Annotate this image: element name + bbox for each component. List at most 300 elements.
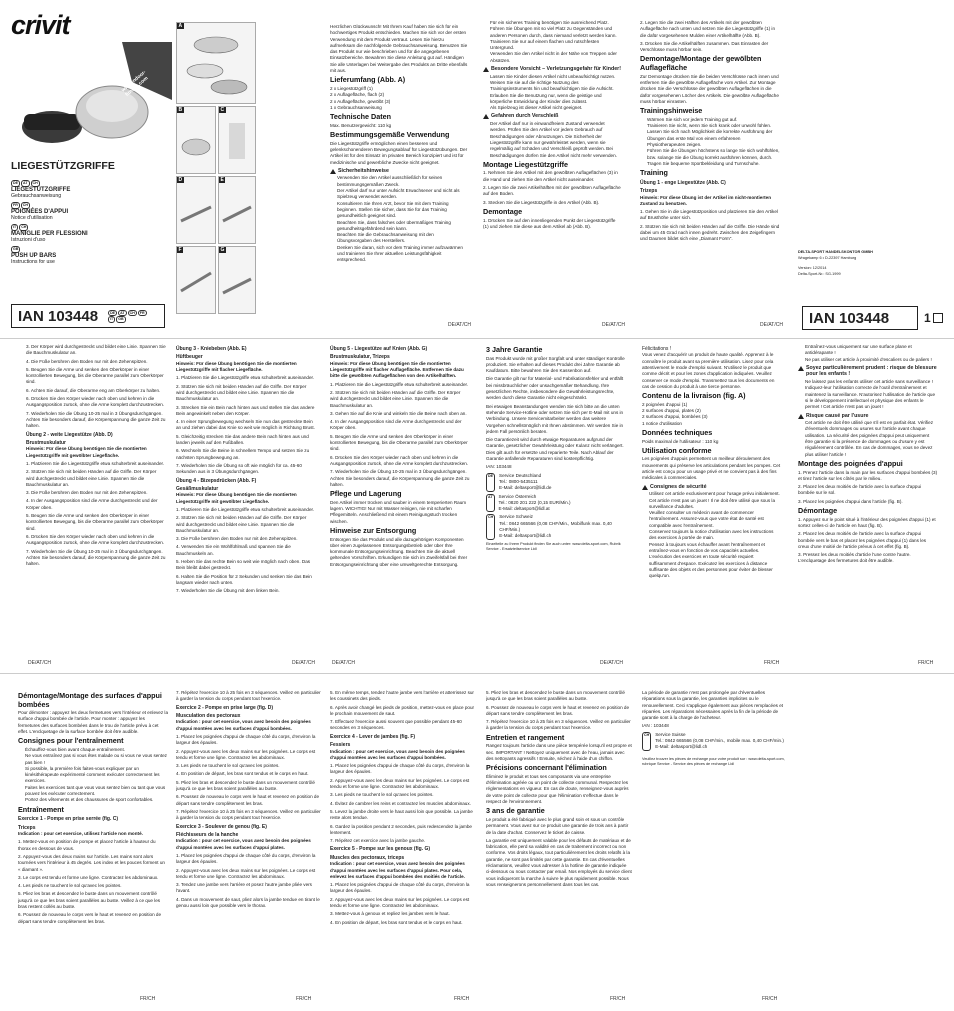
ian-label: IAN 103448	[809, 309, 890, 327]
delivery-list	[330, 86, 468, 111]
note-text: Indication : pour cet exercice, vous avez besoin des poignées d'appui montées avec les surfaces d'appui plates.	[176, 838, 311, 850]
step-item: 3. Die Füße berühren den Boden nur mit den Zehenspitzen.	[26, 490, 148, 496]
brand-logo: crivit	[11, 10, 70, 40]
step-item: 6. Drücken Sie den Körper wieder nach oben und kehren in die Ausgangsposition zurück, ohne die Arme komplett durchzustrecken.	[330, 454, 469, 466]
ian-box	[11, 304, 165, 328]
country-badge: IT	[13, 225, 17, 230]
list-item: • Conservez toujours la notice d'utilisation avec les instructions des exercices à portée de main.	[649, 529, 782, 542]
bullet-list	[640, 117, 780, 167]
figure-e: E	[218, 176, 256, 244]
step-item: 2. Appuyez-vous avec les deux mains sur les poignées. Le corps est tendu et forme une ligne. Contractez les abdominaux.	[176, 867, 316, 879]
step-item: 3. Le corps est tendu et forme une ligne. Contractez les abdominaux.	[18, 874, 159, 880]
step-item: 4. Les pieds ne touchent le sol qu'avec les pointes.	[18, 883, 122, 889]
list-item: • Ne vous entraînez pas si vous êtes malade ou si vous ne vous sentez pas bien !	[25, 753, 168, 766]
warning-heading: Gefahren durch Verschleiß	[483, 113, 621, 120]
step-item: 4. Verwenden Sie ein Wohlfühlmaß und spannen Sie die Bauchmuskeln an.	[176, 544, 291, 556]
step-item: 6. Halten Sie die Position für 2 Sekunden und senken Sie das Bein langsam wieder nach unten.	[176, 573, 312, 585]
step-item: 5. En même temps, tendez l'autre jambe vers l'arrière et atterrissez sur les coussinets des pieds.	[330, 690, 474, 702]
bullet-list	[798, 379, 938, 410]
country-badge: FR	[13, 203, 18, 208]
section-heading: Utilisation conforme	[642, 445, 712, 455]
service-tel: Tel.: 0800-5435111	[499, 478, 538, 484]
language-entry	[11, 180, 171, 199]
service-contact	[486, 494, 626, 513]
step-item: 2. Placez les deux moitiés de l'article avec la surface d'appui bombée vers le bas et placez les poignées d'appui (1) dans les creux d'une moitié de l'article prévus à cet effet (fig. B).	[798, 531, 927, 549]
muscle-label: Musculation des pectoraux	[176, 713, 241, 719]
country-badge: GB	[13, 247, 19, 252]
list-item: • Trainieren Sie nicht, wenn Sie sich krank oder unwohl fühlen.	[647, 123, 780, 129]
bullet-list	[483, 121, 621, 159]
step-text: 7. Répétez l'exercice 10 à 25 fois en 3 séquences. Veillez en particulier à garder la tension du corps pendant tout l'exercice.	[176, 690, 321, 702]
section-heading: 3 ans de garantie	[486, 806, 545, 816]
exercise-heading: Exercice 3 - Soulever de genou (fig. E)	[176, 823, 267, 830]
footnote: Einzelteile zu Ihrem Produkt finden Sie auch unter: www.delta-sport.com, Rubrik Service - Ersatzteilservice Lidl	[486, 541, 621, 551]
step-item: 5. Pliez les bras et descendez le buste dans un mouvement contrôlé jusqu'à ce que les bras soient parallèles au buste.	[486, 690, 625, 702]
step-item: 2. Legen Sie die zwei Hälften des Artikels mit der gewölbten Auflagefläche nach unten und setzen Sie die Liegestützgriffe (1) in die dafür vorgesehenen Mulden einer Artikelhälfte (Abb. B).	[640, 20, 776, 38]
service-contact	[486, 514, 626, 539]
warning-icon	[798, 414, 804, 419]
step-item: 5. Beugen Sie die Arme und senken den Oberkörper in einer kontrollierten Bewegung, bis die Oberarme parallel zum Oberkörper sind.	[330, 433, 468, 452]
list-item: 2 x Liegestützgriff (1)	[330, 85, 373, 91]
step-item: 4. Évitez de cambrer les reins et contractez les muscles abdominaux.	[330, 800, 471, 806]
back-cover	[794, 0, 954, 337]
product-web-label: www.indoor-fitness.com	[120, 69, 150, 98]
p3-column-2	[176, 690, 322, 994]
step-item: 2. Stützen Sie sich mit beiden Händen auf die Griffe. Der Körper wird durchgestreckt und bildet eine Linie. Spannen Sie die Bauchmuskulatur an.	[26, 469, 157, 487]
step-item: 5. Pliez les bras et descendez le buste dans un mouvement contrôlé jusqu'à ce que les bras soient parallèles au buste.	[176, 779, 315, 792]
p3-column-1	[18, 690, 168, 994]
safety-list	[642, 491, 782, 579]
country-badge: AT	[486, 494, 495, 513]
warning-heading: Risque causé par l'usure	[798, 413, 938, 420]
language-title: MANIGLIE PER FLESSIONI	[11, 230, 88, 237]
list-item: • Für ein sicheres Training benötigen Sie ausreichend Platz. Führen Sie Übungen mit so viel Platz zu Gegenständen und anderen Personen durch, dass niemand verletzt werden kann.	[490, 20, 621, 39]
body-text: Das Produkt wurde mit großer Sorgfalt und unter ständiger Kontrolle produziert. Sie erhalten auf dieses Produkt drei Jahre Garantie ab Kaufdatum. Bitte bewahren Sie den Kassenbon auf.	[486, 355, 625, 374]
service-contact	[642, 732, 788, 751]
country-badge: CH	[129, 310, 135, 315]
product-image	[12, 42, 172, 154]
exercise-heading: Übung 2 - weite Liegestütze (Abb. D)	[26, 431, 113, 438]
list-item: • Verwenden Sie den Artikel ausschließlich für seinen bestimmungsgemäßen Zweck.	[337, 175, 468, 188]
exercise-heading: Übung 3 - Kniebeben (Abb. E)	[176, 346, 247, 352]
service-name: Service Deutschland	[499, 472, 542, 478]
step-item: 6. Poussez de nouveau le corps vers le haut et revenez en position de départ sans tendre complètement les bras.	[486, 704, 630, 716]
safety-heading: Consignes de sécurité	[642, 484, 782, 491]
section-heading: Montage des poignées d'appui	[798, 458, 903, 468]
list-item: • Échauffez-vous bien avant chaque entraînement.	[25, 747, 168, 753]
intro-text: Vous venez d'acquérir un produit de haute qualité. Apprenez à le connaître le produit avant sa première utilisation. Lisez pour cela attentivement le mode d'emploi suivant. N'utilisez le produit que comme décrit et pour les zones d'application indiquées. Veuillez conserver ce mode d'emploi. Transmettez tous les documents en cas de cession du produit à une tierce personne.	[642, 352, 775, 389]
step-item: 4. In einer Sprungbewegung wechseln Sie nun das gestreckte Bein an und ziehen dabei das Knie so weit wie möglich in Richtung Brust.	[176, 419, 315, 431]
step-list	[483, 170, 621, 205]
p2-column-3	[330, 344, 470, 644]
list-item: • Verwenden Sie den Artikel nicht in der Nähe von Treppen oder Absätzen.	[490, 51, 621, 64]
p1-column-1	[330, 24, 468, 322]
step-item: 2. Appuyez-vous des deux mains sur l'article. Les mains sont alors tournées vers l'intérieur à 45 degrés. Les index et les pouces forment un « diamant ».	[18, 853, 165, 872]
list-item: • Konsultieren Sie Ihren Arzt, bevor Sie mit dem Training beginnen. Stellen Sie sicher, dass Sie für das Training gesundheitlich geeignet sind.	[337, 201, 468, 220]
step-list	[330, 690, 476, 732]
step-item: 1. Prenez l'article dans la main par les surfaces d'appui bombées (3) et tirez l'article sur les côtés par le milieu.	[798, 469, 938, 481]
service-tel: Tel.: 0820 201 222 (0,15 EUR/Min.)	[498, 499, 571, 505]
step-item: 2. Appuyez-vous avec les deux mains sur les poignées. Le corps est tendu et forme une ligne. Contractez les abdominaux.	[330, 777, 470, 790]
step-item: 2. Stützen Sie sich mit beiden Händen auf die Griffe. Der Körper wird durchgestreckt und bildet eine Linie. Spannen Sie die Bauchmuskulatur an.	[330, 390, 461, 408]
bullet-list	[483, 74, 621, 112]
page-footer: DE/AT/CH	[600, 660, 623, 666]
body-text: Zur Demontage drücken Sie die beiden Verschlüsse nach innen und entfernen Sie die gewölbte Auflagefläche vom Artikel. Zur Montage drücken Sie die Verschlüsse der gewölbten Auflageflächen in die dafür vorgesehenen Löcher des Artikels. Die gewölbte Auflagefläche muss hörbar einrasten.	[640, 73, 779, 104]
section-heading: Demontage	[483, 206, 523, 216]
step-item: 3. Stecken Sie die Liegestützgriffe in den Artikel (Abb. B).	[483, 199, 600, 205]
note-text: Hinweis: Für diese Übung benötigen Sie die montierten Liegestützgriffe mit flacher Liegefläche.	[176, 360, 297, 373]
delivery-list	[642, 402, 782, 427]
step-list	[330, 882, 476, 926]
list-item: 2 x Auflagefläche, gewölbt (3)	[330, 98, 391, 104]
list-item: • Pensez à toujours vous échauffer avant l'entraînement et entraînez-vous en fonction de vos capacités actuelles.	[649, 542, 782, 555]
country-badge: CH	[486, 514, 495, 539]
muscle-label: Brustmuskulatur, Trizeps	[330, 354, 390, 361]
step-item: 5. Heben Sie das rechte Bein so weit wie möglich nach oben. Das Bein bleibt dabei gestreckt.	[176, 559, 311, 571]
exercise-heading: Exercice 2 - Pompe en prise large (fig. D)	[176, 704, 273, 711]
step-item: 7. Wiederholen Sie die Übung 10-25 mal in 3 Übungsdurchgängen. Achten Sie besonders darauf, die Körperspannung die ganze Zeit zu halten.	[330, 469, 470, 487]
step-item: 5. Beugen Sie die Arme und senken den Oberkörper in einer kontrollierten Bewegung, bis die Oberarme parallel zum Oberkörper sind.	[26, 513, 164, 531]
page-footer: DE/AT/CH	[602, 322, 625, 328]
list-item: • L'exécution des exercices en toute sécurité requiert suffisamment d'espace. Exécutez les exercices à distance suffisante des objets et des personnes pour éviter de blesser quelqu'un.	[649, 554, 782, 579]
muscle-label: Triceps	[18, 824, 36, 831]
section-heading: Hinweise zur Entsorgung	[330, 525, 417, 535]
country-badge: AT	[120, 310, 125, 315]
section-heading: Training	[640, 168, 668, 178]
p3-column-4	[486, 690, 632, 994]
ian-box	[802, 306, 918, 330]
step-item: 1. Placez les poignées d'appui de chaque côté du corps, d'environ la largeur des épaules.	[330, 763, 470, 775]
warning-icon	[483, 67, 489, 72]
p2-column-2	[176, 344, 316, 642]
list-item: • Cet article ne doit être utilisé que s'il est en parfait état. Vérifiez d'éventuels dommages ou usures sur l'article avant chaque utilisation. La sécurité des poignées d'appui peut uniquement être garantie si la présence de dommages ou d'usure y est régulièrement contrôlée. En cas de dommages, vous ne devez plus utiliser l'article !	[805, 420, 938, 458]
country-badge: CH	[32, 181, 38, 185]
step-item: 6. Poussez de nouveau le corps vers le haut et revenez en position de départ sans tendre complètement les bras.	[18, 912, 162, 924]
section-heading: 3 Jahre Garantie	[486, 345, 543, 354]
page-title: LIEGESTÜTZGRIFFE	[11, 160, 115, 172]
bullet-list	[798, 344, 938, 363]
list-item: • Führen Sie die Übungen höchstens so lange Sie sich wohlfühlen, bzw. solange Sie die Übung korrekt ausführen können, durch.	[647, 148, 780, 161]
step-item: 6. Achten Sie darauf, die Oberarme eng am Oberkörper zu halten.	[26, 387, 161, 393]
country-badge: CH	[642, 732, 651, 751]
page-footer: FR/CH	[762, 996, 778, 1002]
language-subtitle: Instructions for use	[11, 259, 55, 266]
company-name: DELTA-SPORT HANDELSKONTOR GMBH	[798, 250, 873, 254]
page-footer: DE/AT/CH	[332, 660, 355, 666]
step-item: 2. Appuyez-vous avec les deux mains sur les poignées. Le corps est tendu et forme une ligne. Contractez les abdominaux.	[176, 748, 316, 760]
step-item: 6. Drücken Sie den Körper wieder nach oben und kehren in die Ausgangsposition zurück, ohne die Arme komplett durchzustrecken.	[26, 396, 165, 408]
p3-column-3	[330, 690, 476, 994]
step-list	[26, 344, 166, 430]
figure-g: G	[218, 246, 256, 314]
figure-f: F	[176, 246, 216, 314]
figure-c: C	[218, 106, 256, 174]
language-subtitle: Istruzioni d'uso	[11, 236, 46, 243]
step-list	[18, 839, 168, 925]
list-item: 2 x Auflagefläche, flach (2)	[330, 92, 385, 98]
step-item: 3. Gehen Sie auf die Knie und winkeln Sie die Beine nach oben an.	[330, 410, 467, 416]
section-heading: Demontage/Montage der gewölbten Auflagefläche	[640, 54, 762, 73]
list-item: • Wärmen Sie sich vor jedem Training gut auf.	[647, 117, 780, 123]
service-name: Service Österreich	[498, 493, 537, 499]
muscle-label: Trizeps	[640, 188, 658, 195]
warning-icon	[483, 114, 489, 119]
tech-data: Poids maximal de l'utilisateur : 110 kg	[642, 438, 719, 444]
step-list	[798, 517, 938, 565]
section-heading: Démontage/Montage des surfaces d'appui bombées	[18, 691, 162, 709]
warning-heading: Besondere Vorsicht – Verletzungsgefahr für Kinder!	[483, 66, 621, 73]
body-text: Les poignées d'appuis permettent un meilleur déroulement des mouvements qui préserve les articulations pendant les pompes. Cet article est conçu pour un usage privé et ne convient pas à des fins médicales à commerciales.	[642, 456, 781, 481]
version-label: Version: 12/2014	[798, 266, 827, 270]
list-item: • Faites les exercices tant que vous vous sentez bien ou tant que vous pouvez les exécuter correctement.	[25, 785, 168, 798]
section-heading: Contenu de la livraison (fig. A)	[642, 391, 746, 401]
step-list	[640, 209, 780, 242]
list-item: • Ne laissez pas les enfants utiliser cet article sans surveillance ! Indiquez-leur l'utilisation correcte de l'outil d'entraînement et maintenez la surveillance. N'autorisez l'utilisation de l'article que si le développement intellectuel et physique des enfants le permet ! Cet article n'est pas un jouet !	[805, 379, 938, 410]
step-item: 3. Strecken Sie ein Bein nach hinten aus und stellen Sie das andere Bein angewinkelt neben den Körper.	[176, 404, 315, 416]
list-item: • Lassen Sie sich nach Möglichkeit die korrekte Ausführung der Übungen das erste Mal von einem erfahrenen Physiotherapeuten zeigen.	[647, 129, 780, 148]
step-item: 1. Mettez-vous en position de pompe et placez l'article à hauteur du thorax en dessous de vous.	[18, 839, 156, 851]
list-item: • Tragen Sie bequeme Sportbekleidung und Turnschuhe.	[647, 161, 780, 167]
step-item: 5. Gleichzeitig strecken Sie das andere Bein nach hinten aus und landen jeweils auf den Fußballen.	[176, 433, 309, 446]
page-footer: DE/AT/CH	[28, 660, 51, 666]
muscle-label: Fléchisseurs de la hanche	[176, 831, 239, 838]
step-item: 2. Stützen Sie sich mit beiden Händen auf die Griffe. Der Körper wird durchgestreckt und bildet eine Linie. Spannen Sie die Bauchmuskulatur an.	[176, 515, 307, 533]
step-item: 7. Répétez l'exercice 10 à 25 fois en 3 séquences. Veillez en particulier à garder la tension du corps pendant tout l'exercice.	[176, 808, 321, 821]
note-text: Hinweis: Für diese Übung ist der Artikel im nicht-montierten Zustand zu benutzen.	[640, 194, 772, 206]
exercise-heading: Exercice 4 - Lever de jambes (fig. F)	[330, 733, 416, 740]
language-entry	[11, 202, 171, 221]
service-email: E-Mail: deltasport@lidl.at	[498, 506, 550, 512]
bullet-list	[18, 747, 168, 804]
language-list	[11, 180, 171, 268]
p3-column-5	[642, 690, 788, 994]
list-item: • Si possible, la première fois faites-vous expliquer par un kinésithérapeute expérimenté comment exécuter correctement les exercices.	[25, 766, 168, 785]
country-badge: CH	[21, 225, 27, 230]
step-item: 7. Wiederholen Sie die Übung 10-25 mal in 3 Übungsdurchgängen. Achten Sie besonders darauf, die Körperspannung die ganze Zeit zu halten.	[26, 410, 166, 429]
row-divider	[0, 673, 954, 674]
p1-column-3	[640, 20, 780, 322]
list-item: • Veuillez consulter un médecin avant de commencer l'entraînement. Assurez-vous que votre état de santé est compatible avec l'entraînement.	[649, 510, 782, 529]
safety-list	[330, 175, 468, 263]
step-item: 6. Gardez la position pendant 2 secondes, puis redescendez la jambe lentement.	[330, 823, 472, 835]
note-text: Indication : pour cet exercice, vous avez besoin des poignées d'appui montées avec les surfaces d'appui plates. Pour cela, enlevez les surfaces d'appui bombées des moitiés de l'article.	[330, 861, 465, 879]
body-text: Pour démonter : appuyez les deux fermetures vers l'intérieur et enlevez la surface d'appui bombée de l'article. Pour monter : appuyez les fermetures des surfaces bombées dans le trou de l'article prévu à cet effet. L'enclquetage de la surface bombée doit être audible.	[18, 710, 168, 735]
language-entry	[11, 246, 171, 265]
step-item: 4. En position de départ, les bras sont tendus et le corps en haut.	[330, 919, 463, 925]
list-item: • Utilisez cet article exclusivement pour l'usage prévu initialement.	[649, 491, 782, 497]
step-item: 2. Legen Sie die zwei Artikelhälften mit der gewölbten Auflagefläche auf den Boden.	[483, 185, 621, 197]
footnote: Veuillez trouver les pièces de rechange pour votre produit sur : www.delta-sport.com, rubrique Service - Service des pièces de rechange Lidl	[642, 756, 785, 766]
list-item: 1 notice d'utilisation	[642, 420, 682, 426]
muscle-label: Fessiers	[330, 742, 351, 749]
step-item: 1. Gehen Sie in die Liegestützposition und platzieren Sie den Artikel auf Brusthöhe unter sich.	[640, 209, 778, 221]
section-heading: Données techniques	[642, 427, 713, 437]
service-email: E-Mail: deltasport@lidl.de	[499, 485, 552, 491]
exercise-heading: Übung 5 - Liegestütze auf Knien (Abb. G)	[330, 346, 428, 352]
step-list	[176, 734, 322, 822]
service-contacts	[486, 473, 626, 540]
list-item: 1 x Gebrauchsanweisung	[330, 104, 382, 110]
list-item: • Als Spielzeug ist dieser Artikel nicht geeignet.	[490, 105, 621, 111]
country-badge: DE	[486, 473, 495, 492]
step-item: 4. In der Ausgangsposition sind die Arme durchgestreckt und der Körper oben.	[330, 419, 462, 431]
step-list	[176, 853, 322, 909]
section-heading: Bestimmungsgemäße Verwendung	[330, 130, 450, 140]
step-item: 7. Wiederholen Sie die Übung 10-25 mal in 3 Übungsdurchgängen. Achten Sie besonders darauf, die Körperspannung die ganze Zeit zu halten.	[26, 548, 166, 567]
country-badge: FR	[139, 310, 145, 315]
note-text: Indication : pour cet exercice, vous avez besoin des poignées d'appui montées avec les surfaces d'appui bombées.	[176, 719, 311, 731]
row-divider	[0, 338, 954, 339]
section-heading: Précisions concernant l'élimination	[486, 763, 607, 773]
service-contact	[486, 473, 626, 492]
figure-a: A	[176, 22, 256, 104]
note-text: Hinweis: Für diese Übung benötigen Sie die montierten Liegestützgriffe mit gewölbter Liegefläche.	[26, 446, 147, 458]
step-text: 1. Drücken Sie auf den innenliegenden Punkt der Liegestützgriffe (1) und ziehen Sie diese aus dem Artikel ab (Abb. B).	[483, 217, 616, 229]
page-footer: DE/AT/CH	[292, 660, 315, 666]
step-item: 4. En position de départ, les bras sont tendus et le corps en haut.	[176, 771, 309, 777]
language-entry	[11, 224, 171, 243]
step-list	[176, 375, 316, 475]
p2-column-1	[26, 344, 166, 642]
section-heading: Montage Liegestützgriffe	[483, 159, 569, 169]
exercise-heading: Übung 4 - Bizepsdrücken (Abb. F)	[176, 477, 257, 484]
greeting-heading: Félicitations !	[642, 346, 672, 352]
language-subtitle: Gebrauchsanweisung	[11, 192, 62, 199]
body-text: La période de garantie n'est pas prolongée par d'éventuelles réparations sous la garantie, les garanties implicites ou le renouvellement. Ceci s'applique également aux pièces remplacées et réparées. Les réparations nécessaires après la fin de la période de garantie sont à la charge de l'acheteur.	[642, 690, 784, 721]
step-item: 1. Platzieren Sie die Liegestützgriffe etwa schulterbreit auseinander.	[330, 381, 469, 387]
section-heading: Trainingshinweise	[640, 106, 703, 116]
step-item: 2. Appuyez-vous avec les deux mains sur les poignées. Le corps est tendu et forme une ligne. Contractez les abdominaux.	[330, 896, 470, 909]
bullet-list	[798, 420, 938, 458]
step-item: 7. Effectuez l'exercice aussi souvent que possible pendant 45-60 secondes en 3 séquences.	[330, 719, 462, 731]
step-item: 1. Nehmen Sie den Artikel mit den gewölbten Auflageflächen (3) in die Hand und ziehen Sie den Artikel nicht auseinander.	[483, 170, 618, 182]
step-item: 3. Mettez-vous à genoux et repliez les jambes vers le haut.	[330, 911, 450, 917]
step-list	[486, 690, 632, 732]
ian-label: IAN 103448	[18, 307, 99, 325]
body-text: Le produit a été fabriqué avec le plus grand soin et sous un contrôle permanent. Vous avez sur ce produit une garantie de trois ans à partir de la date d'achat. Conservez le ticket de caisse.	[486, 816, 629, 835]
page-footer: FR/CH	[918, 660, 934, 666]
section-heading: Entraînement	[18, 804, 64, 814]
page-footer: FR/CH	[140, 996, 156, 1002]
exercise-heading: Übung 1 - enge Liegestütze (Abb. C)	[640, 179, 726, 186]
step-item: 1. Placez les poignées d'appui de chaque côté du corps, d'environ la largeur des épaules.	[176, 852, 316, 865]
exercise-heading: Exercice 1 - Pompe en prise serrée (fig. C)	[18, 816, 119, 823]
body-text: Rangez toujours l'article dans une pièce tempérée lorsqu'il est propre et sec. IMPORTANT ! Nettoyez uniquement avec de l'eau, jamais avec des nettoyants agressifs ! Ensuite, séchez à l'aide d'un chiffon.	[486, 743, 632, 761]
ian-text: IAN : 103448	[642, 723, 669, 729]
step-item: 2. Stützen Sie sich mit beiden Händen auf die Griffe. Der Körper wird durchgestreckt und bildet eine Linie. Spannen Sie die Bauchmuskulatur an.	[176, 383, 307, 402]
step-item: 3. Der Körper wird durchgestreckt und bildet eine Linie. Spannen Sie die Bauchmuskulatur an.	[26, 344, 166, 356]
step-list	[176, 507, 316, 595]
figure-b: B	[176, 106, 216, 174]
warning-icon	[330, 169, 336, 174]
step-item: 2. Placez les deux moitiés de l'article avec la surface d'appui bombée sur le sol.	[798, 484, 922, 496]
muscle-label: Gesäßmuskulatur	[176, 485, 219, 492]
service-tel: Tel.: 0842 665566 (0,08 CHF/Min., Mobilfunk max. 0,40 CHF/Min.)	[499, 520, 612, 533]
step-item: 1. Placez les poignées d'appui de chaque côté du corps, d'environ la largeur des épaules.	[176, 734, 316, 746]
warning-icon	[642, 485, 648, 490]
page-footer: FR/CH	[610, 996, 626, 1002]
service-name: Service Suisse	[655, 731, 686, 737]
service-name: Service Schweiz	[499, 514, 533, 520]
delta-sport-number: Delta-Sport-Nr.: SG-1999	[798, 272, 841, 276]
body-text: Die Garantiezeit wird durch etwaige Reparaturen aufgrund der Garantie, gesetzlicher Gewährleistung oder Kulanz nicht verlängert. Dies gilt auch für ersetzte und reparierte Teile. Nach Ablauf der Garantie anfallende Reparaturen sind kostenpflichtig.	[486, 437, 624, 462]
country-badge: DE	[110, 310, 116, 315]
step-item: 7. Répétez cet exercice avec la jambe gauche.	[330, 838, 426, 844]
tech-data: Max. Benutzergewicht: 110 kg	[330, 122, 392, 128]
exercise-heading: Exercice 5 - Pompe sur les genoux (fig. G)	[330, 846, 431, 853]
step-item: 3. Pressez les deux moitiés d'article l'une contre l'autre. L'enclquetage des fermetures doit être audible.	[798, 552, 911, 564]
p2-column-6	[798, 344, 938, 644]
step-item: 7. Wiederholen Sie die Übung mit dem linken Bein.	[176, 588, 280, 594]
step-item: 6. Poussez de nouveau le corps vers le haut et revenez en position de départ sans tendre complètement les bras.	[176, 794, 320, 806]
ian-country-codes	[108, 310, 150, 323]
section-heading: Consignes pour l'entraînement	[18, 736, 124, 746]
step-item: 6. Après avoir changé les pieds de position, mettez-vous en place pour le prochain mouvement de saut.	[330, 704, 475, 716]
service-email: E-Mail: deltasport@lidl.ch	[499, 533, 552, 539]
step-item: 5. Beugen Sie die Arme und senken den Oberkörper in einer kontrollierten Bewegung, bis die Oberarme parallel zum Oberkörper sind.	[26, 366, 164, 385]
ian-text: IAN: 103448	[486, 464, 512, 470]
list-item: • Cet article n'est pas un jouet ! Il ne doit être utilisé que sous la surveillance d'adultes.	[649, 498, 782, 511]
country-badge: CH	[22, 203, 28, 208]
page-number: 1	[924, 311, 943, 325]
step-item: 4. Dans un mouvement de saut, pliez alors la jambe tendue en tirant le genou aussi loin que possible vers le thorax.	[176, 896, 320, 909]
note-text: Hinweis: Für diese Übung benötigen Sie die montierten Liegestützgriffe mit flacher Auflagefläche. Entfernen Sie dazu bitte die gewölbten Auflageflächen von den Artikelhälften.	[330, 360, 464, 379]
section-heading: Technische Daten	[330, 112, 391, 122]
list-item: • Beachten Sie die Gebrauchsanweisung mit den Übungsvorgaben des Herstellers.	[337, 232, 468, 245]
list-item: 2 surfaces d'appui, plates (2)	[642, 408, 701, 414]
muscle-label: Hüftbeuger	[176, 354, 203, 361]
p2-column-4	[486, 344, 626, 644]
list-item: 2 surfaces d'appui, bombées (3)	[642, 414, 708, 420]
step-list	[26, 461, 166, 567]
step-list	[330, 763, 476, 844]
page-footer: DE/AT/CH	[448, 322, 471, 328]
language-title: PUSH UP BARS	[11, 252, 57, 259]
body-text: La garantie est uniquement valable pour les défauts de matériaux et de fabrication, elle perd sa validité en cas de traitement incorrect ou non conforme. Vos droits légaux, tout particulièrement les droits relatifs à la garantie, ne sont pas limités par cette garantie. En cas d'éventuelles réclamations, veuillez vous adresser à la hotline de garantie indiquée ci-dessous ou nous contacter par email. Nos employés du service client vous indiqueront la marche à suivre le plus rapidement possible. Nous vous renseignerons personnellement dans tous les cas.	[486, 837, 632, 887]
step-item: 6. Wechseln Sie die Beine in schnellem Tempo und setzen Sie zu nächsten Sprungbewegung an.	[176, 448, 310, 460]
list-item: • Beachten Sie, dass falsches oder übermäßiges Training gesundheitsgefährdend sein kann.	[337, 220, 468, 233]
figure-d: D	[176, 176, 216, 244]
page-footer: FR/CH	[454, 996, 470, 1002]
section-heading: Pflege und Lagerung	[330, 489, 402, 499]
warning-heading: Soyez particulièrement prudent : risque de blessure pour les enfants !	[798, 365, 938, 378]
language-title: POIGNÉES D'APPUI	[11, 208, 69, 215]
step-list	[798, 470, 938, 505]
body-text: Die Garantie gilt nur für Material- und Fabrikationsfehler und entfällt bei missbräuchlicher oder unsachgemäßer Behandlung. Ihre gesetzlichen Rechte, insbesondere die Gewährleistungsrechte, werden durch diese Garantie nicht eingeschränkt.	[486, 376, 624, 401]
step-item: 1. Placez les poignées d'appui de chaque côté du corps, d'environ la largeur des épaules.	[330, 882, 470, 894]
muscle-label: Brustmuskulatur	[26, 439, 67, 446]
warning-icon	[798, 366, 804, 371]
list-item: • Portez des vêtements et des chaussures de sport confortables.	[25, 797, 168, 803]
note-text: Indication : pour cet exercice, vous avez besoin des poignées d'appui montées avec les surfaces d'appui bombées.	[330, 748, 465, 760]
list-item: • Entraînez-vous uniquement sur une surface plane et antidérapante !	[805, 344, 938, 357]
step-item: 5. Pliez les bras et descendez le buste dans un mouvement contrôlé jusqu'à ce que les bras soient parallèles au buste. Veillez à ce que les bras restent collés au buste.	[18, 891, 161, 910]
step-item: 4. Die Füße berühren den Boden nur mit den Zehenspitzen.	[26, 358, 148, 364]
step-item: 5. Levez la jambe droite vers le haut aussi loin que possible. La jambe reste alors tendue.	[330, 808, 473, 821]
note-text: Hinweis: Für diese Übung benötigen Sie die montierten Liegestützgriffe mit gewölbter Liegefläche.	[176, 492, 297, 504]
safety-heading: Sicherheitshinweise	[330, 168, 468, 175]
cover-page	[0, 0, 172, 337]
body-text: Éliminez le produit et tous ses composants via une entreprise d'élimination agréée ou un point de collecte communal. Respectez les réglementations en vigueur. En cas de doute, renseignez-vous auprès de votre point de collecte pour que l'élimination s'effectue dans le respect de l'environnement.	[486, 773, 629, 805]
p2-column-5	[642, 344, 782, 644]
list-item: • Lassen Sie Kinder diesen Artikel nicht unbeaufsichtigt nutzen. Weisen Sie sie auf die richtige Nutzung des Trainingsinstruments hin und beaufsichtigen Sie die Aufsicht. Erlauben Sie die Benutzung nur, wenn die geistige und körperliche Entwicklung der Kinder dies zulässt.	[490, 74, 621, 105]
section-heading: Entretien et rangement	[486, 732, 565, 742]
step-item: 6. Drücken Sie den Körper wieder nach oben und kehren in die Ausgangsposition zurück, ohne die Arme komplett durchzustrecken.	[26, 533, 165, 546]
step-item: 3. Placez les poignées d'appui dans l'article (fig. B).	[798, 498, 903, 504]
note-text: Indication : pour cet exercice, utilisez l'article non monté.	[18, 831, 143, 837]
step-item: 1. Platzieren Sie die Liegestützgriffe etwa schulterbreit auseinander.	[176, 375, 315, 381]
step-item: 3. Tendez une jambe vers l'arrière et posez l'autre jambe pliée vers l'avant.	[176, 882, 312, 894]
